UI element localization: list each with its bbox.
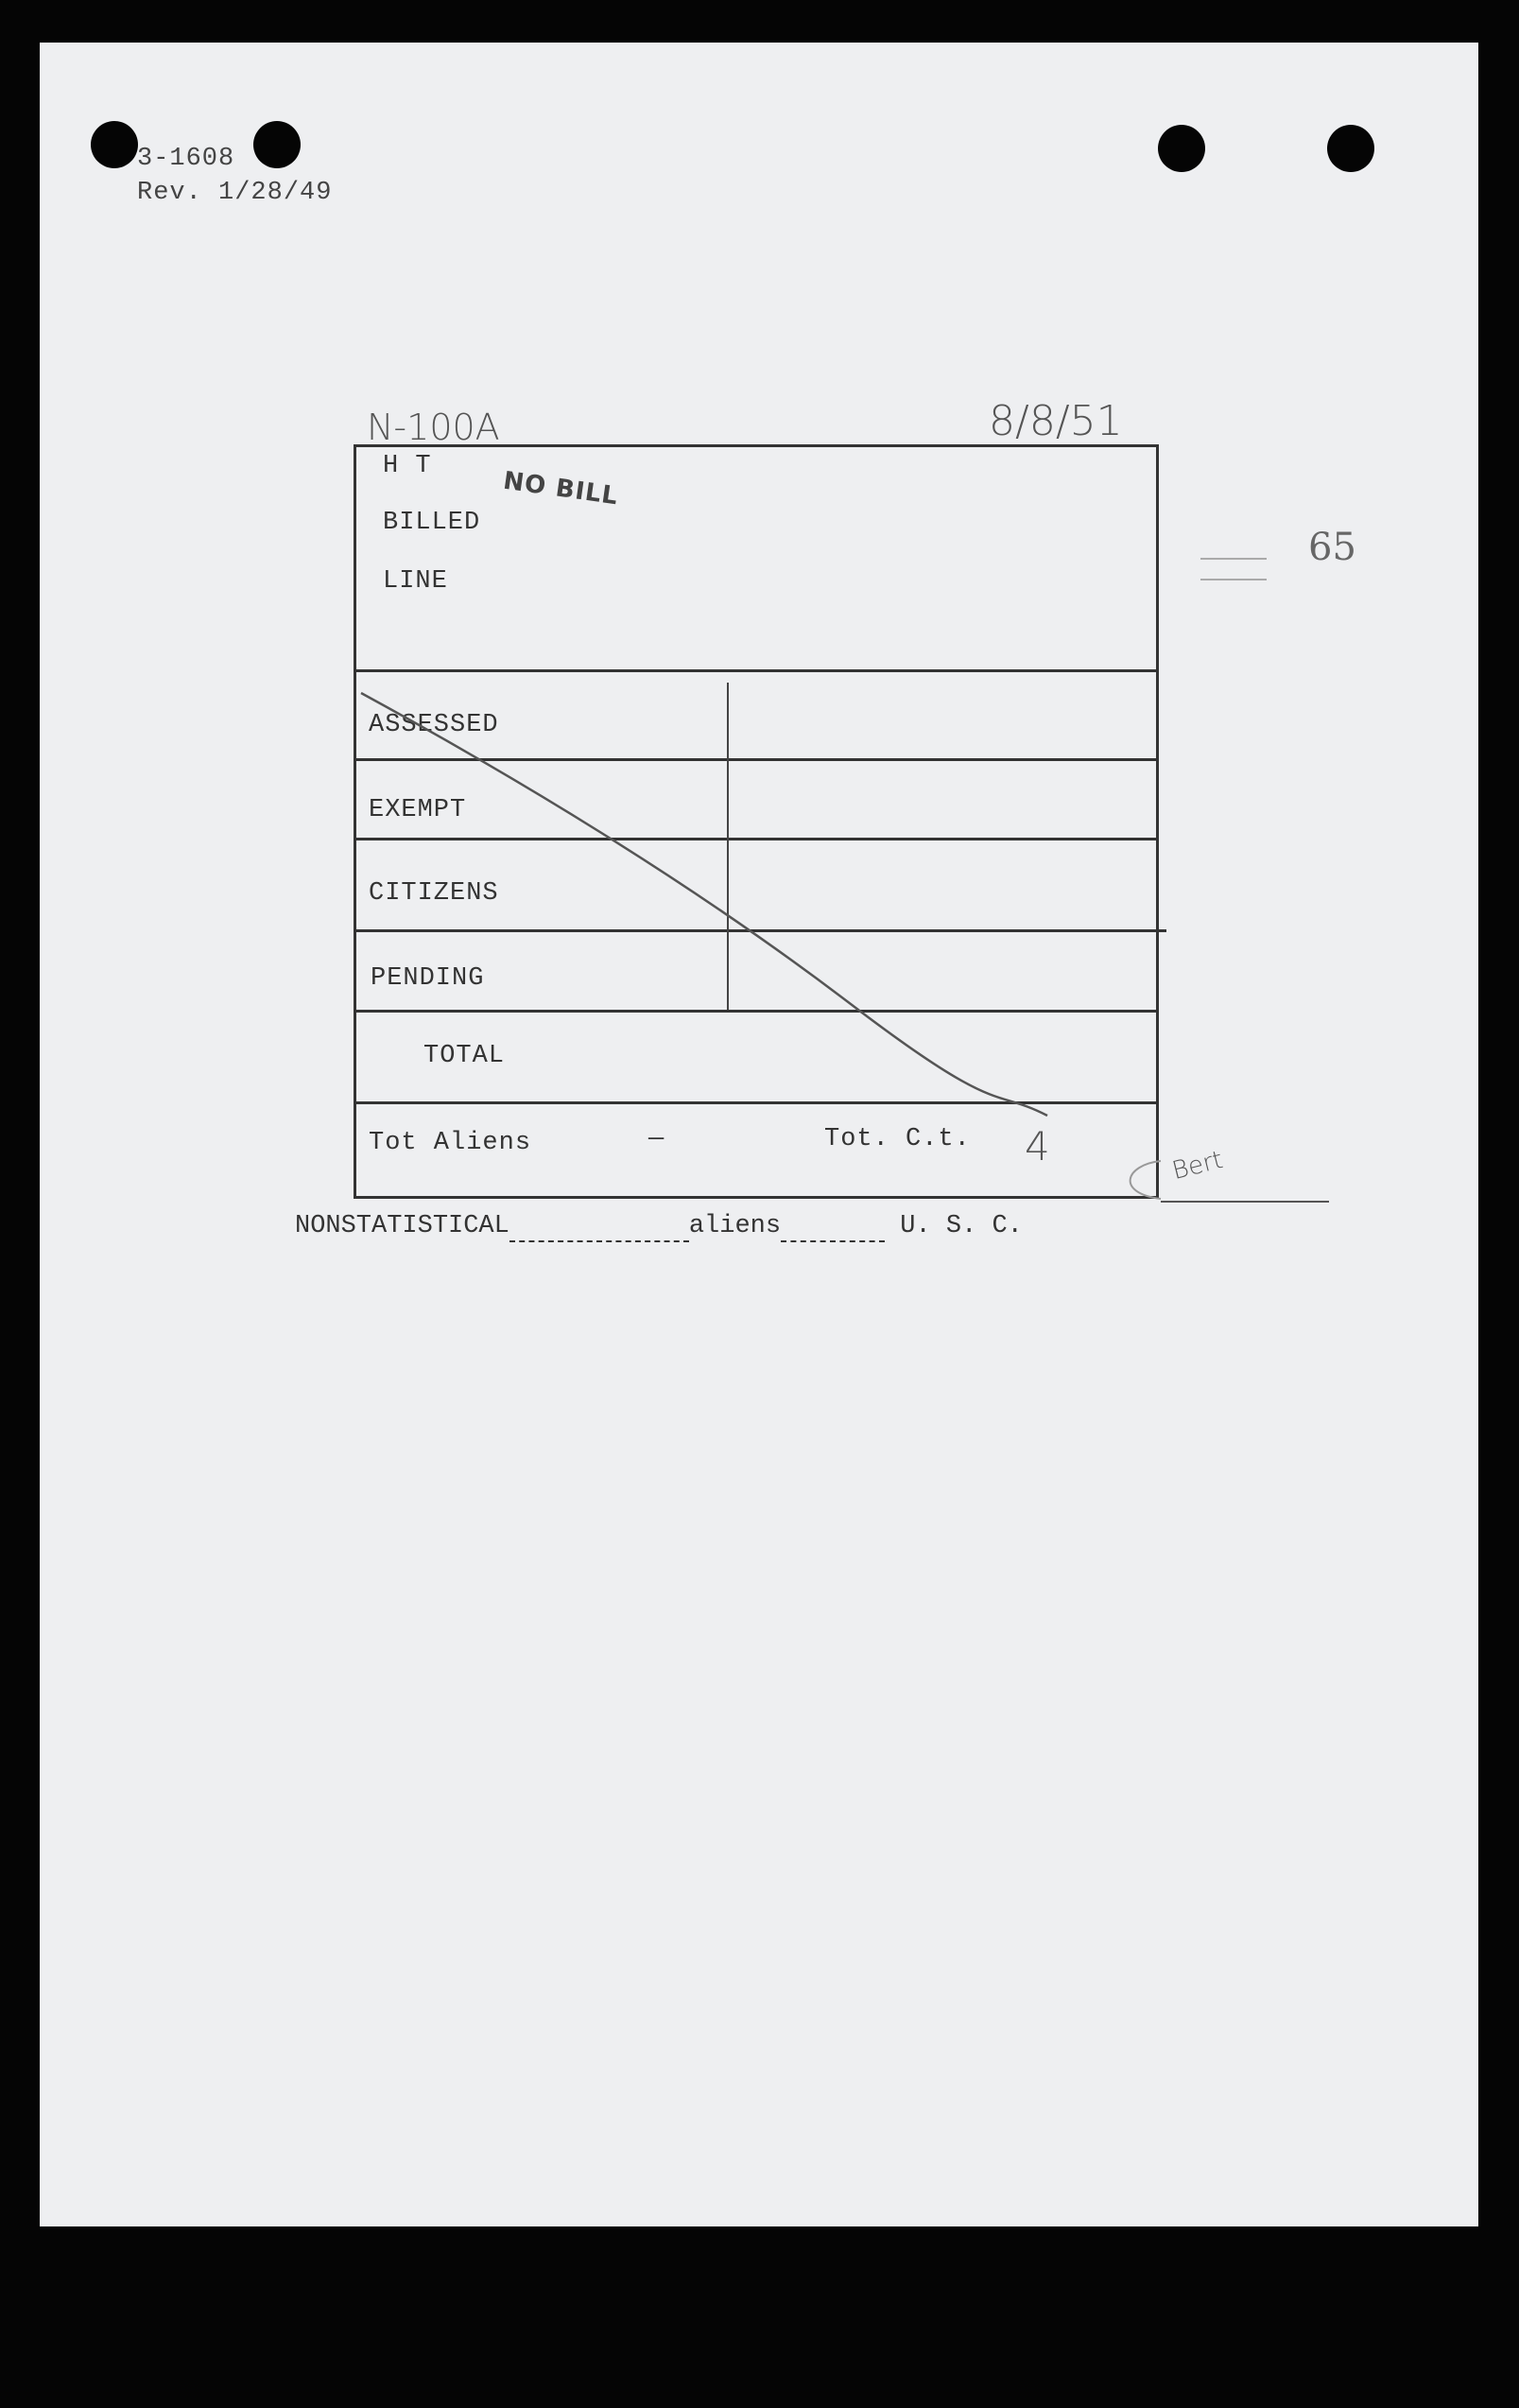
usc-label: U. S. C. [900,1212,1023,1240]
form-number: 3-1608 [137,145,235,173]
header-billed: BILLED [383,509,481,537]
handwritten-date: 8/8/51 [989,397,1123,445]
row-pending: PENDING [371,964,485,993]
tot-ct-label: Tot. C.t. [824,1125,971,1153]
nonstatistical-label: NONSTATISTICAL [295,1212,509,1240]
total-label: TOTAL [423,1042,506,1070]
aliens-blank [781,1212,885,1242]
header-line: LINE [383,567,448,596]
signature-line [1161,1201,1329,1203]
tot-ct-value: 4 [1025,1123,1050,1169]
initials: Bert [1169,1145,1226,1187]
page-number: 65 [1308,526,1356,569]
row-assessed: ASSESSED [369,711,499,739]
no-bill-stamp: NO BILL [501,466,621,511]
form-revision: Rev. 1/28/49 [137,179,333,207]
tot-aliens-value: — [648,1125,665,1153]
aliens-label: aliens [688,1212,782,1240]
row-exempt: EXEMPT [369,796,467,824]
handwritten-form-number: N-100A [367,407,500,448]
row-citizens: CITIZENS [369,879,499,908]
header-ht: H T [383,452,432,480]
tot-aliens-label: Tot Aliens [369,1129,532,1157]
nonstatistical-line [295,1212,1023,1242]
nonstatistical-blank [509,1212,689,1242]
